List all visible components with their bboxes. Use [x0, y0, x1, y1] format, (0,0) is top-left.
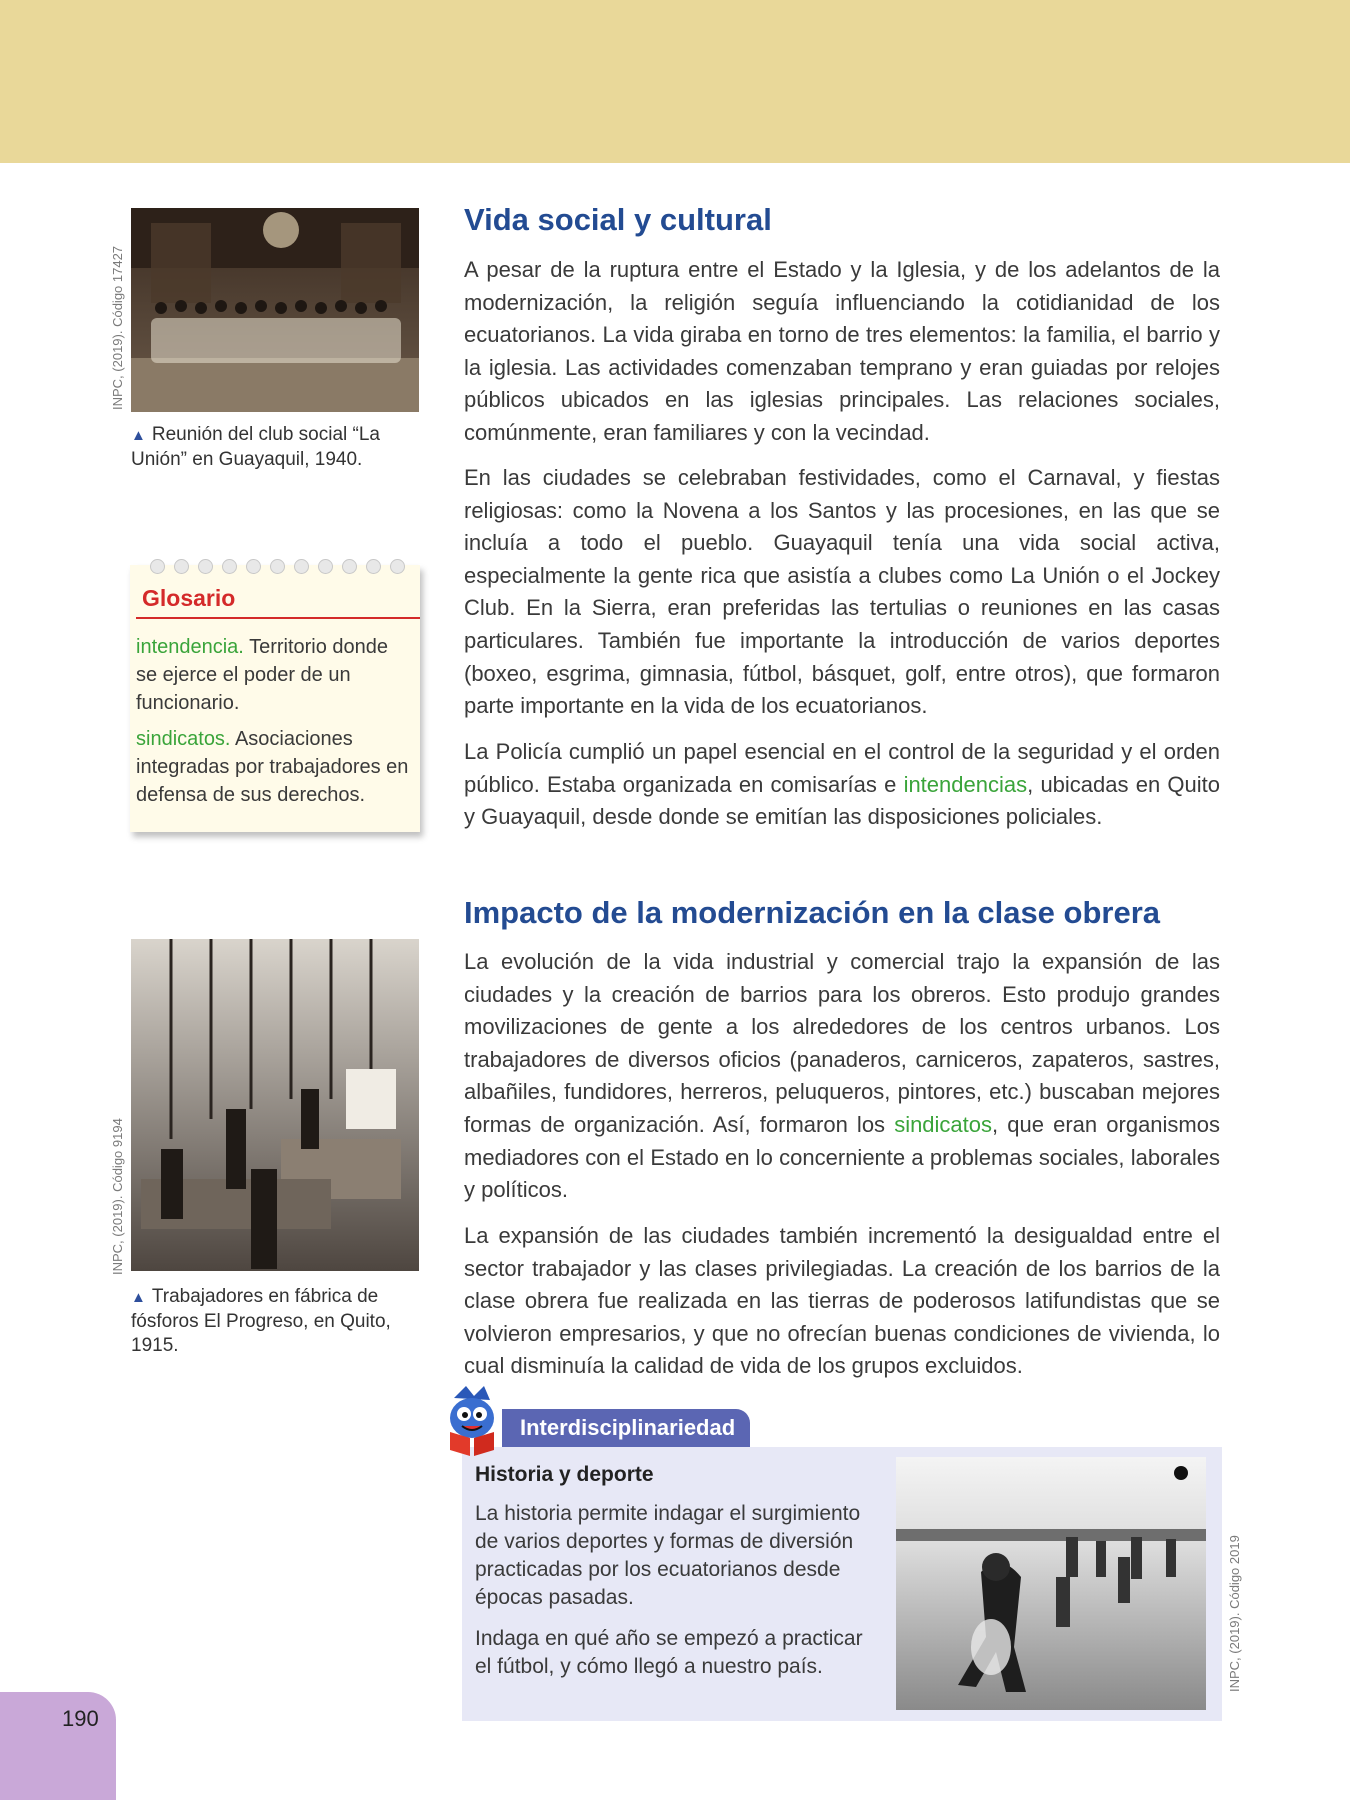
paragraph-expansion: La expansión de las ciudades también incrementó la desigualdad entre el sector trabajador y las clases privilegiadas. La creación de los barrios de la clase obrera fue realizada en las tierras de poderosos latifundistas que se volvieron empresarios, y que no ofrecían buenas condiciones de vivienda, lo cual disminuía la calidad de vida de los grupos excluidos.	[464, 1223, 1220, 1379]
caption-club: ▲ Reunión del club social “La Unión” en Guayaquil, 1940.	[131, 424, 380, 470]
photo-club-union	[131, 208, 419, 412]
glossary-definition: Territorio donde se ejerce el poder de un funcionario.	[136, 636, 389, 714]
caption-factory: ▲ Trabajadores en fábrica de fósforos El Progreso, en Quito, 1915.	[131, 1286, 391, 1356]
glossary-box	[130, 565, 420, 832]
interdisciplinary-paragraph-1: La historia permite indagar el surgimiento de varios deportes y formas de diversión practicadas por los ecuatorianos desde épocas pasadas.	[475, 1502, 861, 1609]
photo-credit-factory: INPC, (2019). Código 9194	[110, 1118, 125, 1275]
caption-triangle-icon: ▲	[131, 427, 146, 444]
glossary-entry-sindicatos	[136, 725, 411, 809]
glossary-title: Glosario	[142, 585, 236, 611]
interdisciplinary-paragraph-2: Indaga en qué año se empezó a practicar el fútbol, y cómo llegó a nuestro país.	[475, 1627, 863, 1678]
interdisciplinary-tab: Interdisciplinariedad	[502, 1409, 750, 1447]
photo-match-factory	[131, 939, 419, 1271]
paragraph-religion: A pesar de la ruptura entre el Estado y la Iglesia, y de los adelantos de la modernización, la religión seguía influenciando la cotidianidad de los ecuatorianos. La vida giraba en torno de tres elementos: la familia, el barrio y la iglesia. Las actividades comenzaban temprano y eran guiadas por relojes públicos ubicados en las iglesias principales. Las relaciones sociales, comúnmente, eran familiares y con la vecindad.	[464, 257, 1220, 445]
term-intendencias: intendencias	[903, 771, 1028, 797]
paragraph-evolucion: La evolución de la vida industrial y comercial trajo la expansión de las ciudades y la creación de barrios para los obreros. Esto produjo grandes movilizaciones de gente a los alrededores de los centros urbanos. Los trabajadores de diversos oficios (panaderos, carniceros, zapateros, sastres, albañiles, fundidores, herreros, peluqueros, pintores, etc.) buscaban mejores formas de organización. Así, formaron los sindicatos, que eran organismos mediadores con el Estado en lo concerniente a problemas sociales, laborales y políticos.	[464, 949, 1220, 1203]
glossary-term: intendencia.	[136, 636, 244, 658]
interdisciplinary-subtitle: Historia y deporte	[475, 1463, 654, 1486]
term-sindicatos: sindicatos	[894, 1111, 993, 1137]
photo-credit-football: INPC, (2019). Código 2019	[1227, 1535, 1242, 1692]
heading-vida-social: Vida social y cultural	[464, 202, 772, 237]
page-number: 190	[62, 1706, 99, 1731]
heading-impacto: Impacto de la modernización en la clase obrera	[464, 895, 1161, 930]
photo-football	[896, 1457, 1206, 1710]
glossary-definition: Asociaciones integradas por trabajadores en defensa de sus derechos.	[136, 728, 409, 806]
glossary-divider	[136, 617, 420, 619]
paragraph-festividades: En las ciudades se celebraban festividades, como el Carnaval, y fiestas religiosas: como la Novena a los Santos y las procesiones, en las que se incluía a todo el pueblo. Guayaquil tenía una vida social activa, especialmente la gente rica que asistía a clubes como La Unión o el Jockey Club. En la Sierra, eran preferidas las tertulias o reuniones en las casas particulares. También fue importante la introducción de varios deportes (boxeo, esgrima, gimnasia, fútbol, básquet, golf, entre otros), que formaron parte importante en la vida de los ecuatorianos.	[464, 465, 1220, 719]
caption-triangle-icon: ▲	[131, 1289, 146, 1306]
glossary-term: sindicatos.	[136, 728, 231, 750]
paragraph-policia: La Policía cumplió un papel esencial en el control de la seguridad y el orden público. Estaba organizada en comisarías e intendencias, ubicadas en Quito y Guayaquil, desde donde se emitían las disposiciones policiales.	[464, 739, 1220, 830]
photo-credit-club: INPC, (2019). Código 17427	[110, 245, 125, 410]
book-mascot-icon	[436, 1384, 506, 1465]
glossary-entry-intendencia	[136, 633, 411, 717]
top-color-band	[0, 0, 1350, 163]
glossary-rings	[150, 559, 405, 574]
